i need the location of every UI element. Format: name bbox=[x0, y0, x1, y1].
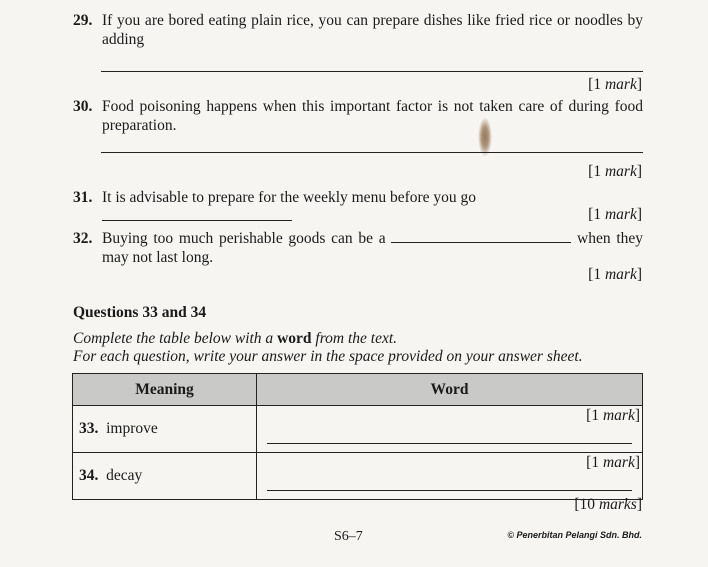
answer-line-32[interactable] bbox=[391, 230, 571, 243]
word-cell[interactable]: [1 mark] bbox=[257, 453, 643, 500]
question-text: If you are bored eating plain rice, you can prepare dishes like fried rice or noodles by adding bbox=[102, 12, 643, 48]
mark-31: [1 mark] bbox=[588, 206, 642, 223]
answer-table bbox=[72, 373, 643, 500]
answer-line-33[interactable] bbox=[267, 443, 632, 444]
table-row bbox=[73, 453, 643, 500]
question-30 bbox=[73, 97, 643, 135]
total-marks: [10 marks] bbox=[574, 496, 642, 513]
question-number: 29. bbox=[73, 12, 93, 29]
instruction-1: Complete the table below with a word from the text. bbox=[73, 330, 398, 347]
question-number: 31. bbox=[73, 189, 93, 206]
mark-30: [1 mark] bbox=[588, 163, 642, 180]
word-cell[interactable]: [1 mark] bbox=[257, 406, 643, 453]
question-number: 32. bbox=[73, 230, 93, 247]
question-32 bbox=[73, 229, 643, 267]
question-text: It is advisable to prepare for the weekly menu before you go bbox=[102, 189, 477, 206]
question-number: 30. bbox=[73, 98, 93, 115]
mark-32: [1 mark] bbox=[588, 266, 642, 283]
page-number: S6–7 bbox=[334, 529, 363, 544]
question-29 bbox=[73, 11, 643, 49]
question-text: Food poisoning happens when this important factor is not taken care of during food preparation. bbox=[102, 98, 643, 134]
question-31 bbox=[73, 188, 643, 226]
meaning-cell: 33. improve bbox=[73, 406, 257, 453]
answer-line-31[interactable] bbox=[102, 208, 292, 221]
answer-line-34[interactable] bbox=[267, 490, 632, 491]
ink-smudge bbox=[478, 117, 492, 157]
section-heading: Questions 33 and 34 bbox=[73, 304, 207, 321]
answer-line-30[interactable] bbox=[101, 152, 643, 153]
header-meaning: Meaning bbox=[73, 374, 257, 406]
question-text-before: Buying too much perishable goods can be a bbox=[102, 230, 386, 247]
header-word: Word bbox=[257, 374, 643, 406]
instruction-2: For each question, write your answer in the space provided on your answer sheet. bbox=[73, 348, 583, 365]
copyright: © Penerbitan Pelangi Sdn. Bhd. bbox=[507, 530, 642, 540]
answer-line-29[interactable] bbox=[101, 71, 643, 72]
table-row bbox=[73, 406, 643, 453]
question-text-after: when they may not last long. bbox=[102, 230, 644, 266]
meaning-cell: 34. decay bbox=[73, 453, 257, 500]
mark-29: [1 mark] bbox=[588, 76, 642, 93]
